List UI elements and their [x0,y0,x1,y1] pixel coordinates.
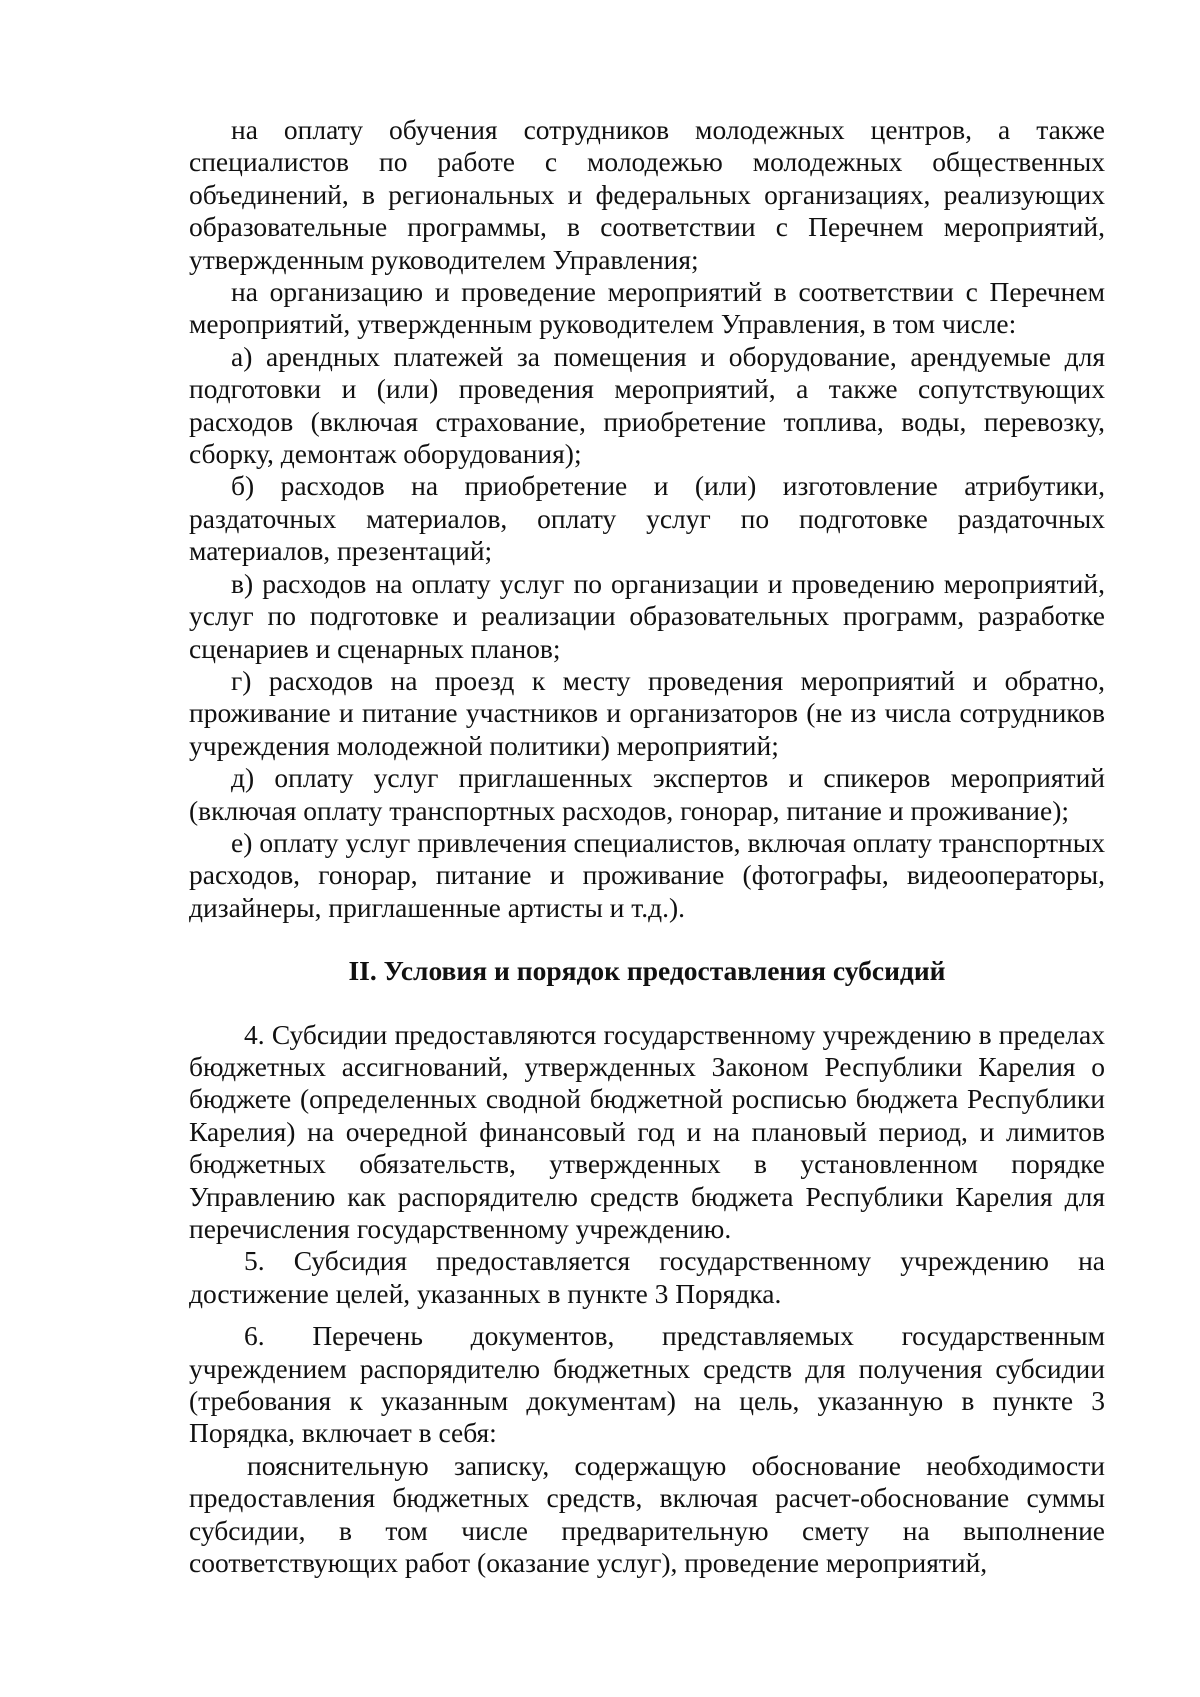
list-item-d: д) оплату услуг приглашенных экспертов и спикеров мероприятий (включая оплату транспортных расходов, гонорар, питание и проживание); [189,762,1105,826]
paragraph-training-payment: на оплату обучения сотрудников молодежных центров, а также специалистов по работе с молодежью молодежных общественных объединений, в региональных и федеральных организациях, реализующих образовательные программы, в соответствии с Перечнем мероприятий, утвержденным руководителем Управления; [189,114,1105,275]
list-item-e: е) оплату услуг привлечения специалистов, включая оплату транспортных расходов, гонорар, питание и проживание (фотографы, видеооператоры, дизайнеры, приглашенные артисты и т.д.). [189,826,1105,923]
list-item-b: б) расходов на приобретение и (или) изготовление атрибутики, раздаточных материалов, оплату услуг по подготовке раздаточных материалов, презентаций; [189,470,1105,567]
clause-4: 4. Субсидии предоставляются государственному учреждению в пределах бюджетных ассигнований, утвержденных Законом Республики Карелия о бюджете (определенных сводной бюджетной росписью бюджета Республики Карелия) на очередной финансовый год и на плановый период, и лимитов бюджетных обязательств, утвержденных в установленном порядке Управлению как распорядителю средств бюджета Республики Карелия для перечисления государственному учреждению. [189,1018,1105,1244]
list-item-a: а) арендных платежей за помещения и оборудование, арендуемые для подготовки и (или) проведения мероприятий, а также сопутствующих расходов (включая страхование, приобретение топлива, воды, перевозку, сборку, демонтаж оборудования); [189,340,1105,470]
clause-6-explanatory-note: пояснительную записку, содержащую обоснование необходимости предоставления бюджетных средств, включая расчет-обоснование суммы субсидии, в том числе предварительную смету на выполнение соответствующих работ (оказание услуг), проведение мероприятий, [189,1449,1105,1579]
document-body [189,114,1105,1579]
clause-5: 5. Субсидия предоставляется государственному учреждению на достижение целей, указанных в пункте 3 Порядка. [189,1245,1105,1309]
section-heading: II. Условия и порядок предоставления субсидий [348,955,946,987]
list-item-v: в) расходов на оплату услуг по организации и проведению мероприятий, услуг по подготовке и реализации образовательных программ, разработке сценариев и сценарных планов; [189,567,1105,664]
clause-6: 6. Перечень документов, представляемых государственным учреждением распорядителю бюджетных средств для получения субсидии (требования к указанным документам) на цель, указанную в пункте 3 Порядка, включает в себя: [189,1320,1105,1449]
list-item-g: г) расходов на проезд к месту проведения мероприятий и обратно, проживание и питание участников и организаторов (не из числа сотрудников учреждения молодежной политики) мероприятий; [189,664,1105,761]
paragraph-events-organization: на организацию и проведение мероприятий в соответствии с Перечнем мероприятий, утвержденным руководителем Управления, в том числе: [189,276,1105,340]
